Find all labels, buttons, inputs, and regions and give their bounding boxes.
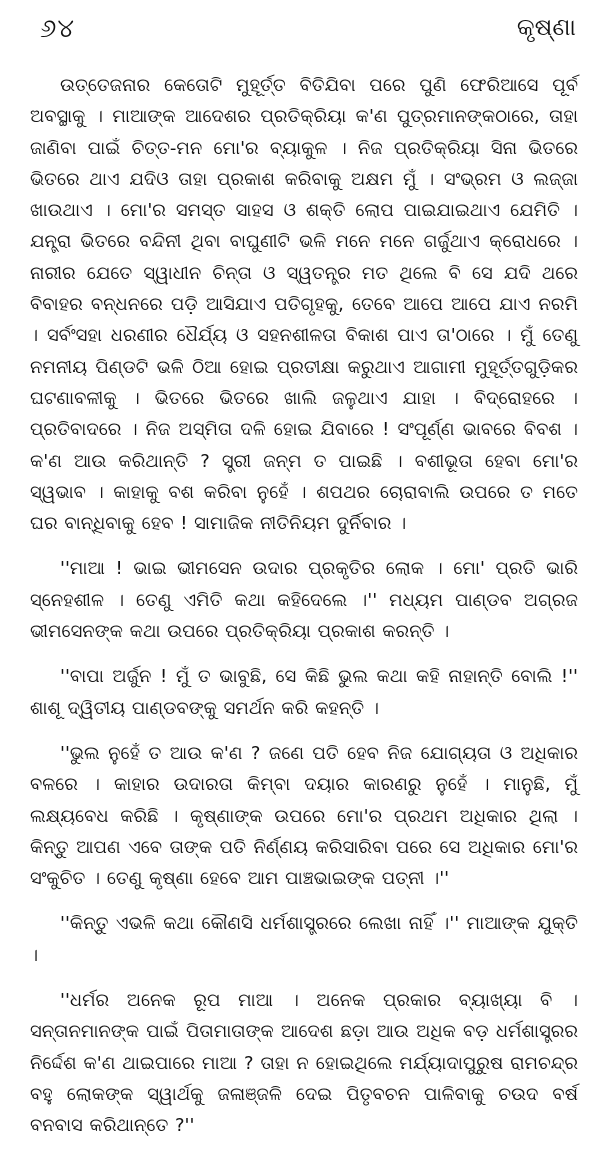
body-text — [30, 70, 578, 1156]
paragraph: ''କିନ୍ତୁ ଏଭଳି କଥା କୌଣସି ଧର୍ମଶାସ୍ତ୍ରରେ ଲେଖା ନାହିଁ ।'' ମାଆଙ୍କ ଯୁକ୍ତି । — [30, 913, 578, 966]
running-title: କୃଷ୍ଣା — [516, 13, 576, 41]
paragraph: ''ଧର୍ମର ଅନେକ ରୂପ ମାଆ । ଅନେକ ପ୍ରକାର ବ୍ୟାଖ୍ୟା ବି । ସନ୍ତାନମାନଙ୍କ ପାଇଁ ପିତାମାତାଙ୍କ ଆଦେଶ ଛଡ଼ା ଆଉ ଅଧିକ ବଡ଼ ଧର୍ମଶାସ୍ତ୍ରର ନିର୍ଦ୍ଦେଶ କ'ଣ ଥାଇପାରେ ମାଆ ? ତାହା ନ ହୋଇଥିଲେ ମର୍ଯ୍ୟାଦାପୁରୁଷ ରାମଚନ୍ଦ୍ର ବହୁ ଲୋକଙ୍କ ସ୍ୱାର୍ଥକୁ ଜଳାଞ୍ଜଳି ଦେଇ ପିତୃବଚନ ପାଳିବାକୁ ଚଉଦ ବର୍ଷ ବନବାସ କରିଥାନ୍ତେ ?'' — [30, 990, 578, 1137]
paragraph: ''ବାପା ଅର୍ଜୁନ ! ମୁଁ ତ ଭାବୁଛି, ସେ କିଛି ଭୁଲ କଥା କହି ନାହାନ୍ତି ବୋଲି !'' ଶାଶୂ ଦ୍ୱିତୀୟ ପାଣ୍ଡବଙ୍କୁ ସମର୍ଥନ କରି କହନ୍ତି । — [30, 666, 578, 719]
page-number: ୬୪ — [40, 14, 75, 44]
paragraph: ''ଭୁଲ ନୁହେଁ ତ ଆଉ କ'ଣ ? ଜଣେ ପତି ହେବ ନିଜ ଯୋଗ୍ୟତା ଓ ଅଧିକାର ବଳରେ । କାହାର ଉଦାରତା କିମ୍ବା ଦୟାର କାରଣରୁ ନୁହେଁ । ମାନୁଛି, ମୁଁ ଲକ୍ଷ୍ୟବେଧ କରିଛି । କୃଷ୍ଣାଙ୍କ ଉପରେ ମୋ'ର ପ୍ରଥମ ଅଧିକାର ଥିଲା । କିନ୍ତୁ ଆପଣ ଏବେ ତାଙ୍କ ପତି ନିର୍ଣ୍ଣୟ କରିସାରିବା ପରେ ସେ ଅଧିକାର ମୋ'ର ସଂକୁଚିତ । ତେଣୁ କୃଷ୍ଣା ହେବେ ଆମ ପାଞ୍ଚଭାଇଙ୍କ ପତ୍ନୀ ।'' — [30, 742, 578, 890]
paragraph: ଉତ୍ତେଜନାର କେତୋଟି ମୁହୂର୍ତ୍ତ ବିତିଯିବା ପରେ ପୁଣି ଫେରିଆସେ ପୂର୍ବ ଅବସ୍ଥାକୁ । ମାଆଙ୍କ ଆଦେଶର ପ୍ରତିକ୍ରିୟା କ'ଣ ପୁତ୍ରମାନଙ୍କଠାରେ, ତାହା ଜାଣିବା ପାଇଁ ଚିତ୍ତ-ମନ ମୋ'ର ବ୍ୟାକୁଳ । ନିଜ ପ୍ରତିକ୍ରିୟା ସିନା ଭିତରେ ଭିତରେ ଥାଏ ଯଦିଓ ତାହା ପ୍ରକାଶ କରିବାକୁ ଅକ୍ଷମ ମୁଁ । ସଂଭ୍ରମ ଓ ଲଜ୍ଜା ଖାଉଥାଏ । ମୋ'ର ସମସ୍ତ ସାହସ ଓ ଶକ୍ତି ଲୋପ ପାଇଯାଇଥାଏ ଯେମିତି । ଯନ୍ତ୍ରା ଭିତରେ ବନ୍ଦିନୀ ଥିବା ବାଘୁଣୀଟି ଭଳି ମନେ ମନେ ଗର୍ଜୁଥାଏ କ୍ରୋଧରେ । ନାରୀର ଯେତେ ସ୍ୱାଧୀନ ଚିନ୍ତା ଓ ସ୍ୱତନ୍ତ୍ର ମତ ଥିଲେ ବି ସେ ଯଦି ଥରେ ବିବାହର ବନ୍ଧନରେ ପଡ଼ି ଆସିଯାଏ ପତିଗୃହକୁ, ତେବେ ଆପେ ଆପେ ଯାଏ ନରମି । ସର୍ବଂସହା ଧରଣୀର ଧୈର୍ଯ୍ୟ ଓ ସହନଶୀଳତା ବିକାଶ ପାଏ ତା'ଠାରେ । ମୁଁ ତେଣୁ ନମନୀୟ ପିଣ୍ଡଟି ଭଳି ଠିଆ ହୋଇ ପ୍ରତୀକ୍ଷା କରୁଥାଏ ଆଗାମୀ ମୁହୂର୍ତ୍ତଗୁଡ଼ିକର ଘଟଣାବଳୀକୁ । ଭିତରେ ଭିତରେ ଖାଲି ଜଳୁଥାଏ ଯାହା । ବିଦ୍ରୋହରେ । ପ୍ରତିବାଦରେ । ନିଜ ଅସ୍ମିତା ଦଳି ହୋଇ ଯିବାରେ ! ସଂପୂର୍ଣ୍ଣ ଭାବରେ ବିବଶ । କ'ଣ ଆଉ କରିଥାନ୍ତି ? ସ୍ତ୍ରୀ ଜନ୍ମ ତ ପାଇଛି । ବଶୀଭୂତା ହେବା ମୋ'ର ସ୍ୱଭାବ । କାହାକୁ ବଶ କରିବା ନୁହେଁ । ଶପଥର ଚୋରାବାଲି ଉପରେ ତ ମତେ ଘର ବାନ୍ଧିବାକୁ ହେବ ! ସାମାଜିକ ନୀତିନିୟମ ଦୁର୍ନିବାର । — [30, 75, 578, 535]
page-header — [30, 0, 576, 60]
paragraph: ''ମାଆ ! ଭାଇ ଭୀମସେନ ଉଦାର ପ୍ରକୃତିର ଲୋକ । ମୋ' ପ୍ରତି ଭାରି ସ୍ନେହଶୀଳ । ତେଣୁ ଏମିତି କଥା କହିଦେଲେ ।'' ମଧ୍ୟମ ପାଣ୍ଡବ ଅଗ୍ରଜ ଭୀମସେନଙ୍କ କଥା ଉପରେ ପ୍ରତିକ୍ରିୟା ପ୍ରକାଶ କରନ୍ତି । — [30, 558, 578, 643]
